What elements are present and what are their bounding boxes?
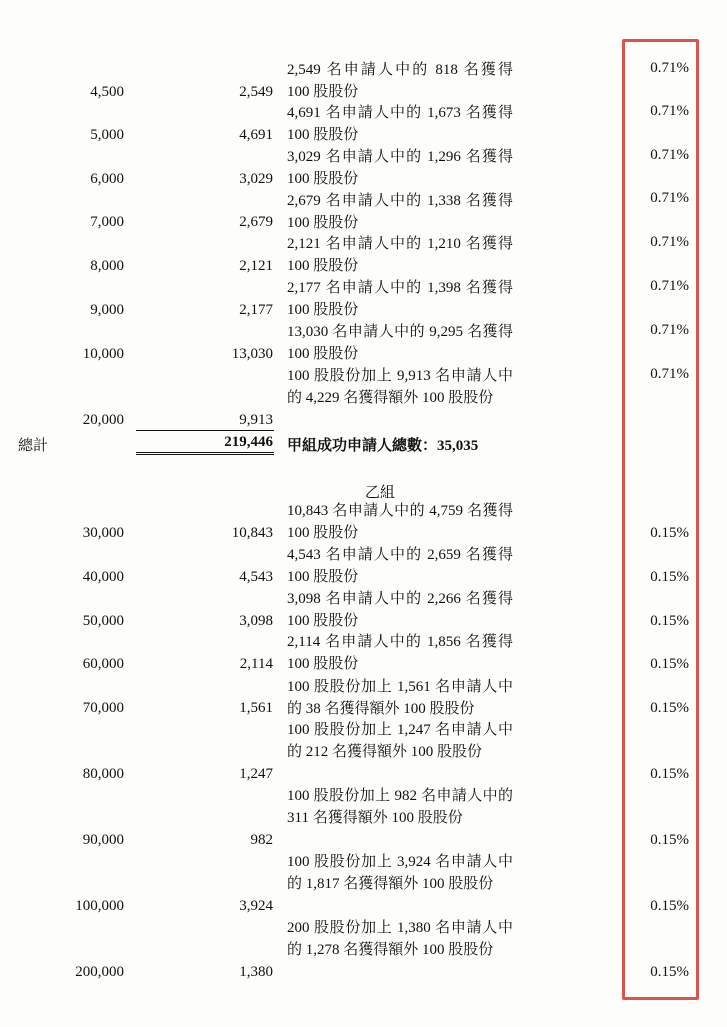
shares-applied: 200,000 [75, 964, 124, 980]
percentage-column-highlight [622, 39, 699, 1000]
allotment-percentage: 0.71% [650, 60, 689, 76]
shares-applied: 40,000 [82, 569, 124, 585]
shares-applied: 90,000 [82, 832, 124, 848]
applicant-count: 4,691 [239, 127, 273, 143]
group-b-title: 乙組 [365, 485, 396, 501]
applicant-count: 10,843 [231, 525, 273, 541]
allotment-percentage: 0.71% [650, 322, 689, 338]
allotment-percentage: 0.71% [650, 190, 689, 206]
applicant-count: 13,030 [231, 346, 273, 362]
basis-text: 2,114 名申請人中的 1,856 名獲得 100 股股份 [287, 634, 513, 672]
allotment-percentage: 0.71% [650, 234, 689, 250]
applicant-count: 982 [250, 832, 273, 848]
shares-applied: 100,000 [75, 898, 124, 914]
applicant-count: 2,121 [239, 258, 273, 274]
basis-text: 10,843 名申請人中的 4,759 名獲得 100 股股份 [287, 503, 513, 541]
allotment-percentage: 0.15% [650, 525, 689, 541]
shares-applied: 9,000 [90, 302, 124, 318]
applicant-count: 3,098 [239, 613, 273, 629]
applicant-count: 2,177 [239, 302, 273, 318]
allotment-percentage: 0.15% [650, 569, 689, 585]
total-double-rule [136, 452, 274, 455]
basis-text: 2,121 名申請人中的 1,210 名獲得 100 股股份 [287, 236, 513, 274]
shares-applied: 8,000 [90, 258, 124, 274]
applicant-count: 3,029 [239, 171, 273, 187]
shares-applied: 10,000 [82, 346, 124, 362]
shares-applied: 70,000 [82, 700, 124, 716]
allotment-percentage: 0.15% [650, 832, 689, 848]
allotment-percentage: 0.71% [650, 103, 689, 119]
allotment-percentage: 0.71% [650, 147, 689, 163]
total-label: 總計 [18, 438, 49, 454]
basis-text: 3,029 名申請人中的 1,296 名獲得 100 股股份 [287, 149, 513, 187]
basis-text: 100 股股份加上 3,924 名申請人中的 1,817 名獲得額外 100 股股份 [287, 854, 513, 892]
applicant-count: 1,247 [239, 766, 273, 782]
applicant-count: 2,549 [239, 84, 273, 100]
allotment-percentage: 0.71% [650, 366, 689, 382]
allotment-percentage: 0.15% [650, 898, 689, 914]
shares-applied: 5,000 [90, 127, 124, 143]
shares-applied: 7,000 [90, 214, 124, 230]
shares-applied: 20,000 [82, 412, 124, 428]
applicant-count: 1,380 [239, 964, 273, 980]
shares-applied: 50,000 [82, 613, 124, 629]
basis-text: 200 股股份加上 1,380 名申請人中的 1,278 名獲得額外 100 股股份 [287, 920, 513, 958]
basis-text: 100 股股份加上 9,913 名申請人中的 4,229 名獲得額外 100 股股份 [287, 368, 513, 406]
applicant-count: 4,543 [239, 569, 273, 585]
allotment-percentage: 0.15% [650, 613, 689, 629]
shares-applied: 30,000 [82, 525, 124, 541]
basis-text: 3,098 名申請人中的 2,266 名獲得 100 股股份 [287, 591, 513, 629]
allotment-percentage: 0.15% [650, 964, 689, 980]
applicant-count: 2,114 [239, 656, 273, 672]
basis-text: 2,549 名申請人中的 818 名獲得 100 股股份 [287, 62, 513, 100]
basis-text: 4,691 名申請人中的 1,673 名獲得 100 股股份 [287, 105, 513, 143]
allotment-percentage: 0.15% [650, 766, 689, 782]
basis-text: 100 股股份加上 982 名申請人中的 311 名獲得額外 100 股股份 [287, 788, 513, 826]
subtotal-rule [136, 430, 274, 431]
allotment-percentage: 0.15% [650, 656, 689, 672]
basis-text: 100 股股份加上 1,561 名申請人中的 38 名獲得額外 100 股股份 [287, 679, 513, 717]
basis-text: 13,030 名申請人中的 9,295 名獲得 100 股股份 [287, 324, 513, 362]
basis-text: 2,177 名申請人中的 1,398 名獲得 100 股股份 [287, 280, 513, 318]
shares-applied: 80,000 [82, 766, 124, 782]
applicant-count: 2,679 [239, 214, 273, 230]
basis-text: 4,543 名申請人中的 2,659 名獲得 100 股股份 [287, 547, 513, 585]
basis-text: 2,679 名申請人中的 1,338 名獲得 100 股股份 [287, 193, 513, 231]
applicant-count: 9,913 [239, 412, 273, 428]
total-applicants: 219,446 [224, 434, 273, 450]
shares-applied: 60,000 [82, 656, 124, 672]
applicant-count: 1,561 [239, 700, 273, 716]
shares-applied: 6,000 [90, 171, 124, 187]
group-a-successful-total: 甲組成功申請人總數：35,035 [287, 438, 479, 454]
shares-applied: 4,500 [90, 84, 124, 100]
allotment-percentage: 0.71% [650, 278, 689, 294]
applicant-count: 3,924 [239, 898, 273, 914]
basis-text: 100 股股份加上 1,247 名申請人中的 212 名獲得額外 100 股股份 [287, 722, 513, 760]
allotment-percentage: 0.15% [650, 700, 689, 716]
